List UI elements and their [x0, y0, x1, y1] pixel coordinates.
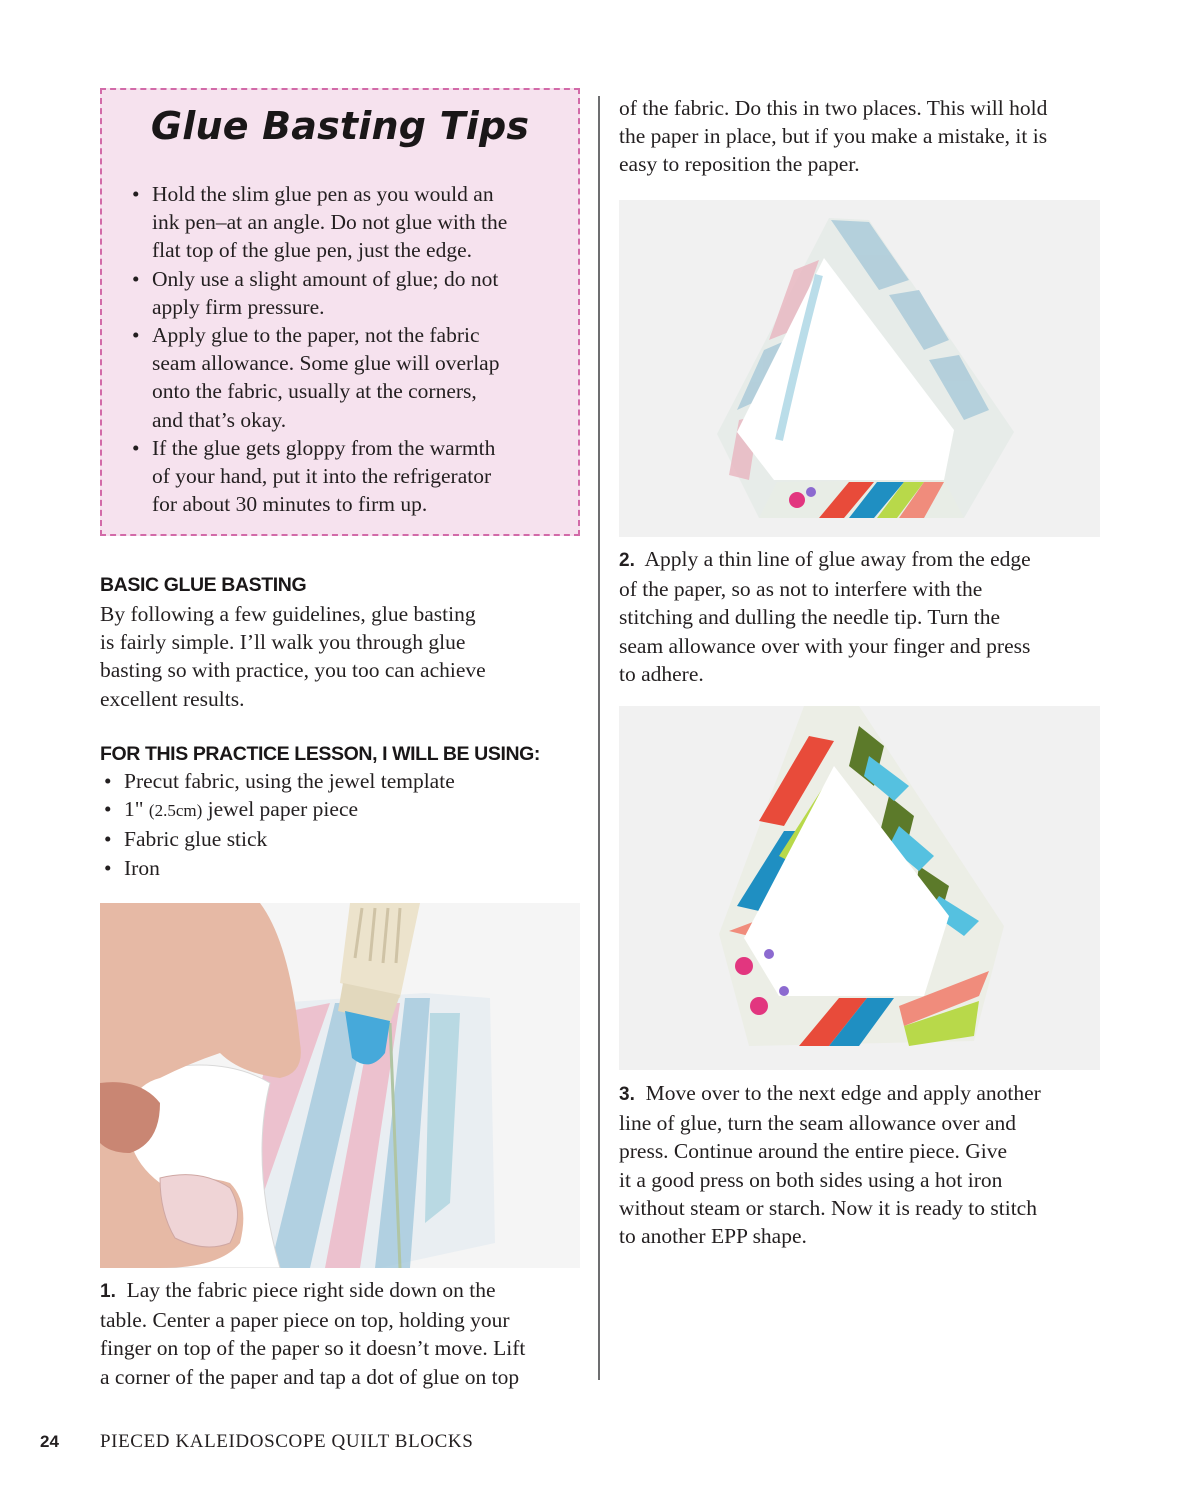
bullet-icon: •: [132, 266, 140, 291]
jewel-partially-basted-illustration: [619, 200, 1100, 537]
step-number: 1.: [100, 1281, 116, 1302]
bullet-icon: •: [132, 435, 140, 460]
tips-list: [132, 180, 562, 518]
supply-item: • Iron: [100, 854, 580, 882]
bullet-icon: •: [132, 182, 140, 206]
column-divider: [598, 96, 600, 1380]
running-footer-book-title: PIECED KALEIDOSCOPE QUILT BLOCKS: [100, 1431, 474, 1452]
step3-photo: [619, 706, 1100, 1070]
page-number: 24: [40, 1432, 59, 1451]
supply-item: • 1" (2.5cm) jewel paper piece: [100, 795, 580, 825]
tip-item: • Only use a slight amount of glue; do not apply firm pressure.: [132, 266, 499, 319]
glue-basting-tips-box: [100, 88, 580, 536]
step-2-text: 2. Apply a thin line of glue away from the edge of the paper, so as not to interfere with the stitching and dulling the needle tip. Turn the seam allowance over with your finger and press to adhere.: [619, 547, 1031, 686]
section-paragraph: By following a few guidelines, glue basting is fairly simple. I’ll walk you through glue basting so with practice, you too can achieve excellent results.: [100, 602, 486, 711]
tips-box-title: Glue Basting Tips: [150, 104, 530, 148]
bullet-icon: •: [104, 769, 112, 793]
bullet-icon: •: [104, 797, 112, 822]
jewel-fully-basted-illustration: [619, 706, 1100, 1070]
tip-item: • Apply glue to the paper, not the fabric seam allowance. Some glue will overlap onto the fabric, usually at the corners, and that’s okay.: [132, 323, 500, 432]
bullet-icon: •: [132, 323, 140, 348]
step-1-continuation-text: of the fabric. Do this in two places. This will hold the paper in place, but if you make a mistake, it is easy to reposition the paper.: [619, 96, 1048, 177]
section-heading: BASIC GLUE BASTING: [100, 574, 307, 596]
step-3-text: 3. Move over to the next edge and apply another line of glue, turn the seam allowance over and press. Continue around the entire piece. Give it a good press on both sides using a hot iron without steam or starch. Now it is ready to stitch to another EPP shape.: [619, 1081, 1041, 1249]
bullet-icon: •: [104, 855, 112, 880]
step-number: 2.: [619, 550, 635, 571]
step-number: 3.: [619, 1084, 635, 1105]
supply-item: • Precut fabric, using the jewel template: [100, 767, 580, 795]
supply-item: • Fabric glue stick: [100, 825, 580, 853]
section-heading: FOR THIS PRACTICE LESSON, I WILL BE USING:: [100, 743, 541, 765]
supply-list: [100, 767, 580, 882]
basic-glue-basting-section: [100, 572, 580, 713]
step1-photo: [100, 903, 580, 1268]
tip-item: • Hold the slim glue pen as you would an ink pen–at an angle. Do not glue with the flat top of the glue pen, just the edge.: [132, 182, 508, 263]
step-1-text: 1. Lay the fabric piece right side down on the table. Center a paper piece on top, holding your finger on top of the paper so it doesn’t move. Lift a corner of the paper and tap a dot of glue on top: [100, 1278, 526, 1389]
supplies-section: [100, 741, 580, 882]
tip-item: • If the glue gets gloppy from the warmth of your hand, put it into the refrigerator for about 30 minutes to firm up.: [132, 435, 496, 517]
glue-pen-hand-illustration: [100, 903, 580, 1268]
step2-photo: [619, 200, 1100, 537]
bullet-icon: •: [104, 827, 112, 852]
